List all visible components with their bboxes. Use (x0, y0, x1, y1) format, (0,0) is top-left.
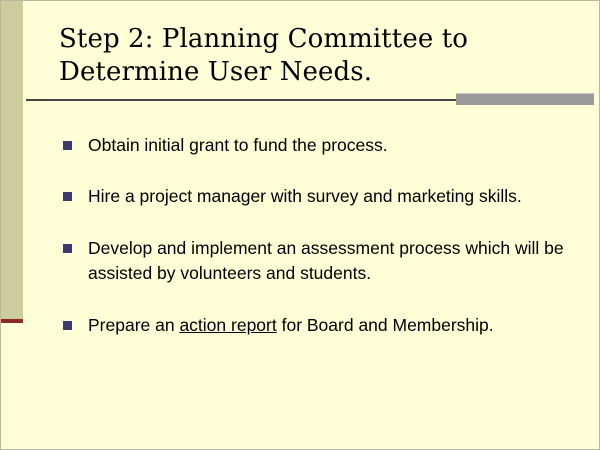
square-bullet-icon (63, 321, 72, 330)
title-divider-accent (456, 93, 594, 105)
list-item-text: Hire a project manager with survey and marketing skills. (88, 186, 522, 207)
list-item-text-before: Prepare an (88, 314, 180, 335)
square-bullet-icon (63, 192, 72, 201)
left-decorative-band (1, 1, 23, 319)
list-item (63, 133, 568, 158)
list-item (63, 313, 568, 338)
list-item-text: Develop and implement an assessment process which will be assisted by volunteers and students. (88, 237, 564, 284)
list-item (63, 184, 568, 209)
square-bullet-icon (63, 141, 72, 150)
left-lower-band (1, 323, 23, 450)
list-item-text-underlined (88, 313, 494, 338)
bullet-list (63, 133, 568, 364)
list-item-text-after: for Board and Membership. (276, 314, 494, 335)
list-item-text: Obtain initial grant to fund the process. (88, 135, 388, 155)
list-item (63, 236, 568, 287)
page-title: Step 2: Planning Committee to Determine User Needs. (59, 24, 468, 88)
action-report-link[interactable]: action report (179, 314, 277, 335)
square-bullet-icon (63, 244, 72, 253)
